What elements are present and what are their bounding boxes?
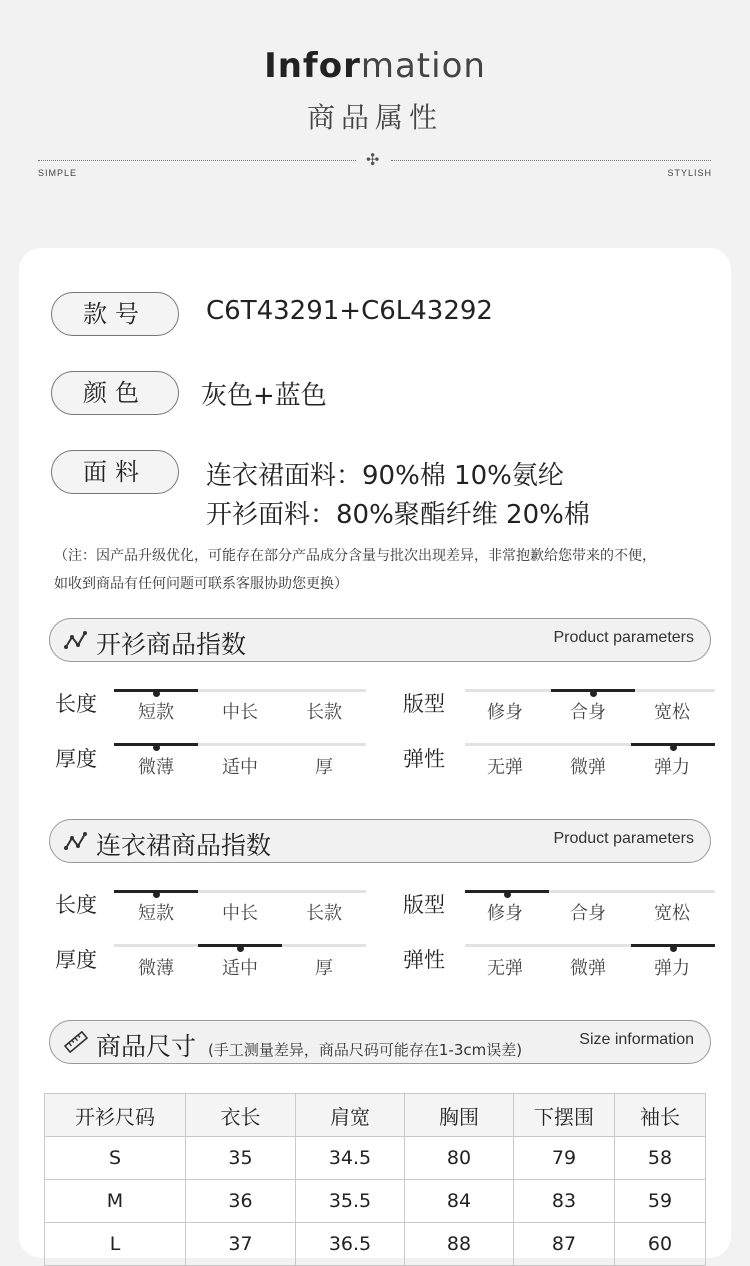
spec-label-style-no: 款号 xyxy=(51,292,179,336)
option: 适中 xyxy=(222,757,258,778)
table-cell: 59 xyxy=(615,1180,706,1223)
divider-right xyxy=(391,160,711,161)
option: 宽松 xyxy=(654,702,690,723)
page-subtitle: 商品属性 xyxy=(306,101,443,134)
size-note: (手工测量差异，商品尺码可能存在1-3cm误差) xyxy=(208,1041,523,1059)
selected-marker xyxy=(198,944,282,947)
option: 微弹 xyxy=(570,958,606,979)
table-cell: 83 xyxy=(514,1180,615,1223)
spec-value-fabric-cardigan: 开衫面料：80%聚酯纤维 20%棉 xyxy=(206,500,590,530)
selected-marker xyxy=(114,743,198,746)
table-cell: 58 xyxy=(615,1137,706,1180)
thickness-track xyxy=(114,944,366,947)
selected-marker xyxy=(114,890,198,893)
elasticity-track xyxy=(465,944,715,947)
table-cell: 88 xyxy=(405,1223,514,1266)
option: 短款 xyxy=(138,702,174,723)
thickness-track xyxy=(114,743,366,746)
option: 弹力 xyxy=(654,757,690,778)
table-cell: 34.5 xyxy=(296,1137,405,1180)
size-table xyxy=(44,1093,706,1266)
table-header: 胸围 xyxy=(405,1094,514,1137)
table-cell: 35.5 xyxy=(296,1180,405,1223)
size-info-banner xyxy=(49,1020,711,1064)
dress-index-eng: Product parameters xyxy=(553,830,694,847)
option: 长款 xyxy=(306,903,342,924)
table-cell: 79 xyxy=(514,1137,615,1180)
table-row xyxy=(45,1137,706,1180)
table-row xyxy=(45,1223,706,1266)
option: 适中 xyxy=(222,958,258,979)
dress-index-banner xyxy=(49,819,711,863)
row-label-fit: 版型 xyxy=(403,692,445,716)
spec-label-color: 颜色 xyxy=(51,371,179,415)
table-header-row xyxy=(45,1094,706,1137)
table-cell: 36 xyxy=(186,1180,296,1223)
option: 修身 xyxy=(487,903,523,924)
selected-marker xyxy=(114,689,198,692)
option: 厚 xyxy=(315,958,333,979)
row-label-elasticity: 弹性 xyxy=(403,747,445,771)
spec-value-fabric-dress: 连衣裙面料：90%棉 10%氨纶 xyxy=(206,461,564,491)
option: 中长 xyxy=(222,903,258,924)
table-header: 肩宽 xyxy=(296,1094,405,1137)
selected-marker xyxy=(631,743,715,746)
selected-marker xyxy=(551,689,635,692)
option: 厚 xyxy=(315,757,333,778)
option: 宽松 xyxy=(654,903,690,924)
row-label-fit: 版型 xyxy=(403,893,445,917)
size-info-title xyxy=(96,1027,522,1063)
option: 短款 xyxy=(138,903,174,924)
row-label-length: 长度 xyxy=(55,893,97,917)
option: 修身 xyxy=(487,702,523,723)
table-row xyxy=(45,1180,706,1223)
option: 合身 xyxy=(570,702,606,723)
ruler-icon xyxy=(64,1031,88,1053)
note-line-2: 如收到商品有任何问题可联系客服协助您更换） xyxy=(54,576,348,592)
table-cell: 80 xyxy=(405,1137,514,1180)
ornament-icon: ✣ xyxy=(366,150,380,169)
cardigan-index-banner xyxy=(49,618,711,662)
table-header: 开衫尺码 xyxy=(45,1094,186,1137)
table-cell: 37 xyxy=(186,1223,296,1266)
size-info-eng: Size information xyxy=(579,1031,694,1048)
table-cell: M xyxy=(45,1180,186,1223)
option: 微薄 xyxy=(138,757,174,778)
spec-label-fabric: 面料 xyxy=(51,450,179,494)
row-label-elasticity: 弹性 xyxy=(403,948,445,972)
table-header: 衣长 xyxy=(186,1094,296,1137)
selected-marker xyxy=(631,944,715,947)
cardigan-index-title: 开衫商品指数 xyxy=(96,630,247,659)
cardigan-index-eng: Product parameters xyxy=(553,629,694,646)
wave-line-icon xyxy=(64,629,88,651)
note-line-1: （注：因产品升级优化，可能存在部分产品成分含量与批次出现差异，非常抱歉给您带来的不便， xyxy=(54,548,656,564)
table-cell: 84 xyxy=(405,1180,514,1223)
table-cell: L xyxy=(45,1223,186,1266)
title-bold: Infor xyxy=(264,46,361,86)
table-header: 袖长 xyxy=(615,1094,706,1137)
title-light: mation xyxy=(360,46,486,86)
left-tag: SIMPLE xyxy=(38,168,78,178)
dress-index-title: 连衣裙商品指数 xyxy=(96,831,272,860)
table-cell: S xyxy=(45,1137,186,1180)
length-track xyxy=(114,689,366,692)
row-label-thickness: 厚度 xyxy=(55,747,97,771)
option: 中长 xyxy=(222,702,258,723)
fit-track xyxy=(465,890,715,893)
divider-left xyxy=(38,160,356,161)
option: 长款 xyxy=(306,702,342,723)
option: 无弹 xyxy=(487,958,523,979)
option: 微薄 xyxy=(138,958,174,979)
information-title xyxy=(0,46,750,86)
right-tag: STYLISH xyxy=(667,168,712,178)
option: 合身 xyxy=(570,903,606,924)
table-header: 下摆围 xyxy=(514,1094,615,1137)
table-cell: 60 xyxy=(615,1223,706,1266)
fit-track xyxy=(465,689,715,692)
option: 无弹 xyxy=(487,757,523,778)
option: 弹力 xyxy=(654,958,690,979)
table-cell: 36.5 xyxy=(296,1223,405,1266)
size-title-text: 商品尺寸 xyxy=(96,1032,197,1061)
elasticity-track xyxy=(465,743,715,746)
option: 微弹 xyxy=(570,757,606,778)
row-label-thickness: 厚度 xyxy=(55,948,97,972)
wave-line-icon xyxy=(64,830,88,852)
selected-marker xyxy=(465,890,549,893)
table-cell: 35 xyxy=(186,1137,296,1180)
table-cell: 87 xyxy=(514,1223,615,1266)
row-label-length: 长度 xyxy=(55,692,97,716)
length-track xyxy=(114,890,366,893)
spec-value-style-no: C6T43291+C6L43292 xyxy=(206,296,493,326)
spec-value-color: 灰色+蓝色 xyxy=(201,381,327,411)
